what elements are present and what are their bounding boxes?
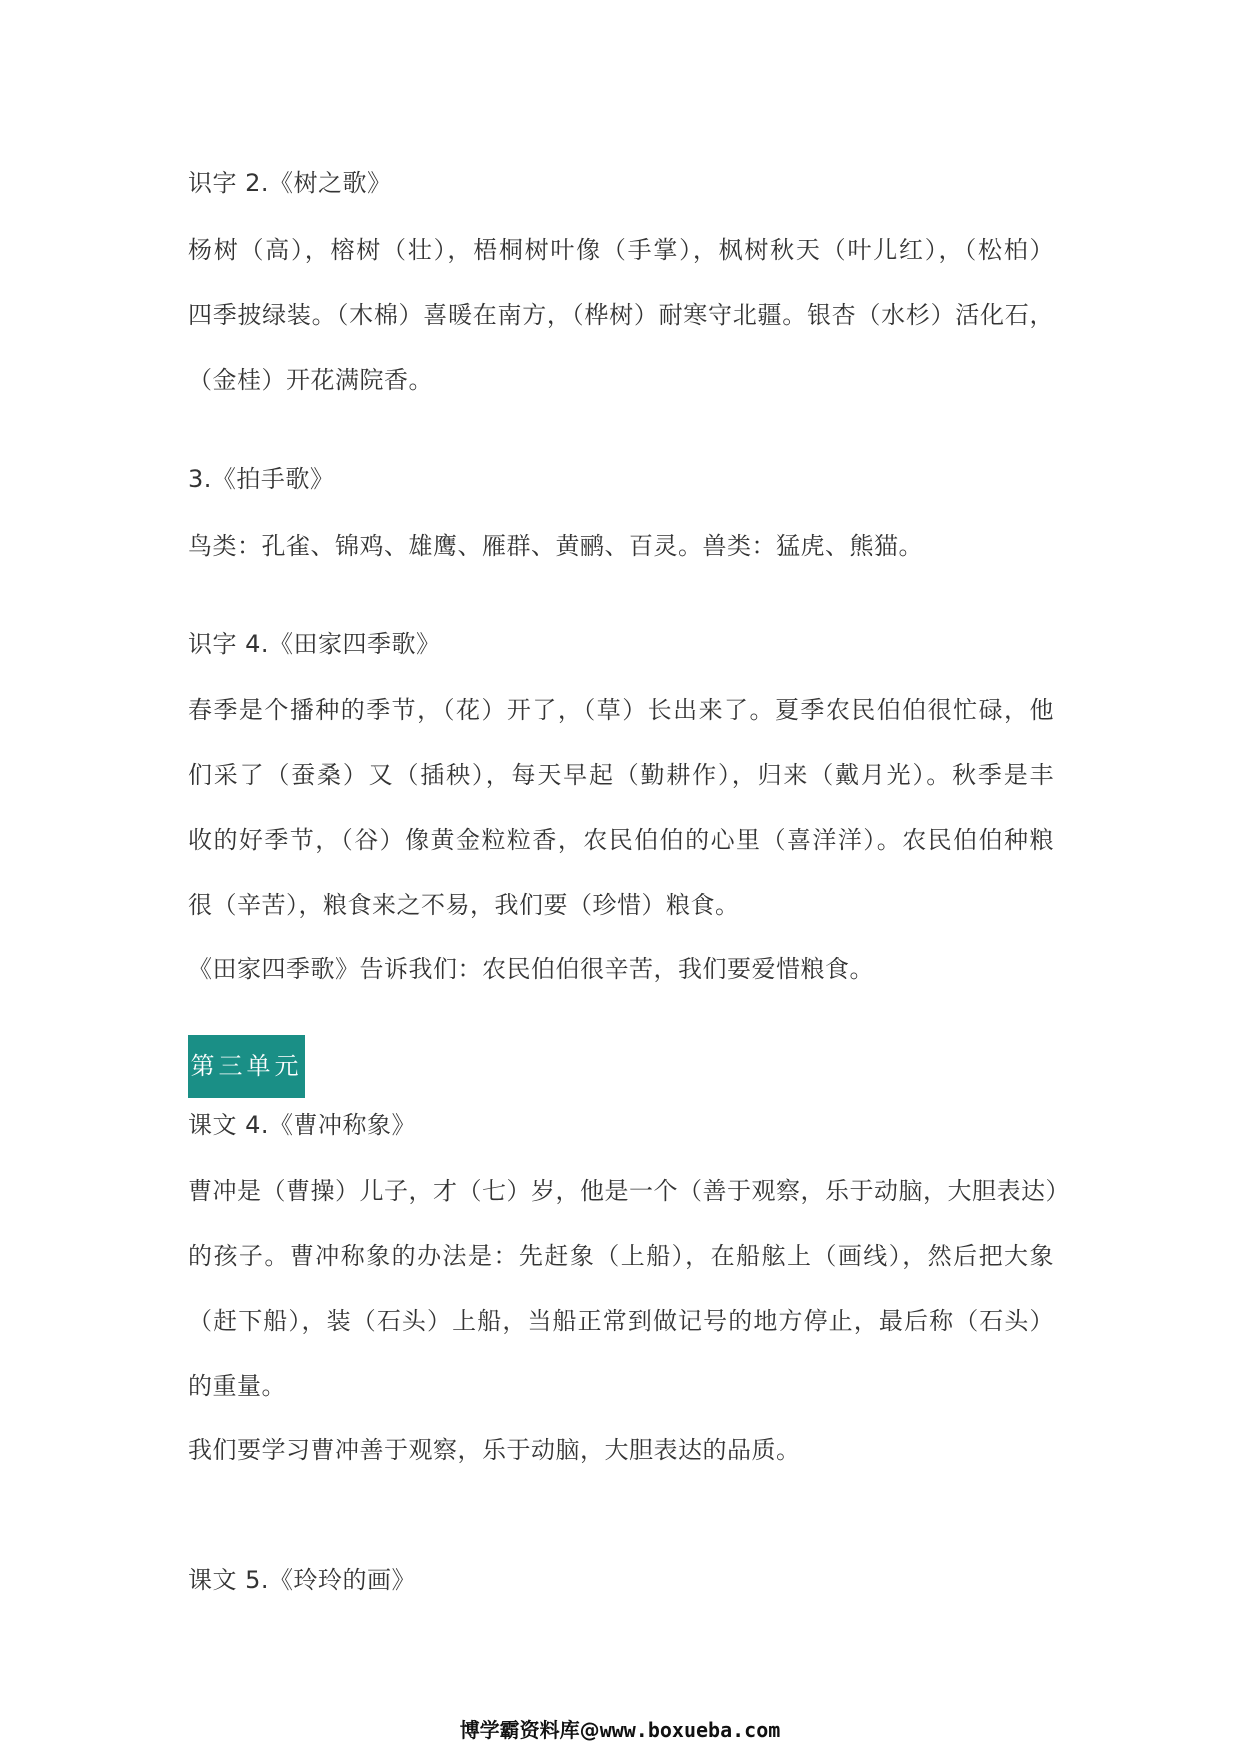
section-title-pai-shou-ge: 3.《拍手歌》 [188,465,335,493]
section-title-cao-chong-cheng-xiang: 课文 4.《曹冲称象》 [188,1111,417,1139]
section-title-ling-ling-de-hua: 课文 5.《玲玲的画》 [188,1566,417,1594]
paragraph-line: 《田家四季歌》告诉我们：农民伯伯很辛苦，我们要爱惜粮食。 [188,955,874,983]
paragraph-line: 收的好季节，（谷）像黄金粒粒香，农民伯伯的心里（喜洋洋）。农民伯伯种粮 [188,826,1054,854]
section-title-tian-jia-si-ji-ge: 识字 4.《田家四季歌》 [188,630,441,658]
paragraph-line: 们采了（蚕桑）又（插秧），每天早起（勤耕作），归来（戴月光）。秋季是丰 [188,761,1054,789]
paragraph-line: 的重量。 [188,1372,286,1400]
footer-site-name: 博学霸资料库@ [459,1718,600,1742]
paragraph-line: 很（辛苦），粮食来之不易，我们要（珍惜）粮食。 [188,891,740,919]
paragraph-line: 春季是个播种的季节，（花）开了，（草）长出来了。夏季农民伯伯很忙碌，他 [188,696,1054,724]
paragraph-line: 四季披绿装。（木棉）喜暖在南方，（桦树）耐寒守北疆。银杏（水杉）活化石， [188,301,1054,329]
paragraph-line: 的孩子。曹冲称象的办法是：先赶象（上船），在船舷上（画线），然后把大象 [188,1242,1054,1270]
paragraph-line: 曹冲是（曹操）儿子，才（七）岁，他是一个（善于观察，乐于动脑，大胆表达） [188,1177,1070,1205]
footer-watermark [0,1714,1240,1743]
footer-url-link[interactable]: www.boxueba.com [599,1718,781,1742]
paragraph-line: （赶下船），装（石头）上船，当船正常到做记号的地方停止，最后称（石头） [188,1307,1054,1335]
section-title-shu-zhi-ge: 识字 2.《树之歌》 [188,169,392,197]
paragraph-line: 杨树（高），榕树（壮），梧桐树叶像（手掌），枫树秋天（叶儿红），（松柏） [188,236,1054,264]
unit-heading-badge: 第三单元 [188,1035,305,1098]
paragraph-line: 我们要学习曹冲善于观察，乐于动脑，大胆表达的品质。 [188,1436,801,1464]
paragraph-line: 鸟类：孔雀、锦鸡、雄鹰、雁群、黄鹂、百灵。兽类：猛虎、熊猫。 [188,532,923,560]
paragraph-line: （金桂）开花满院香。 [188,366,433,394]
